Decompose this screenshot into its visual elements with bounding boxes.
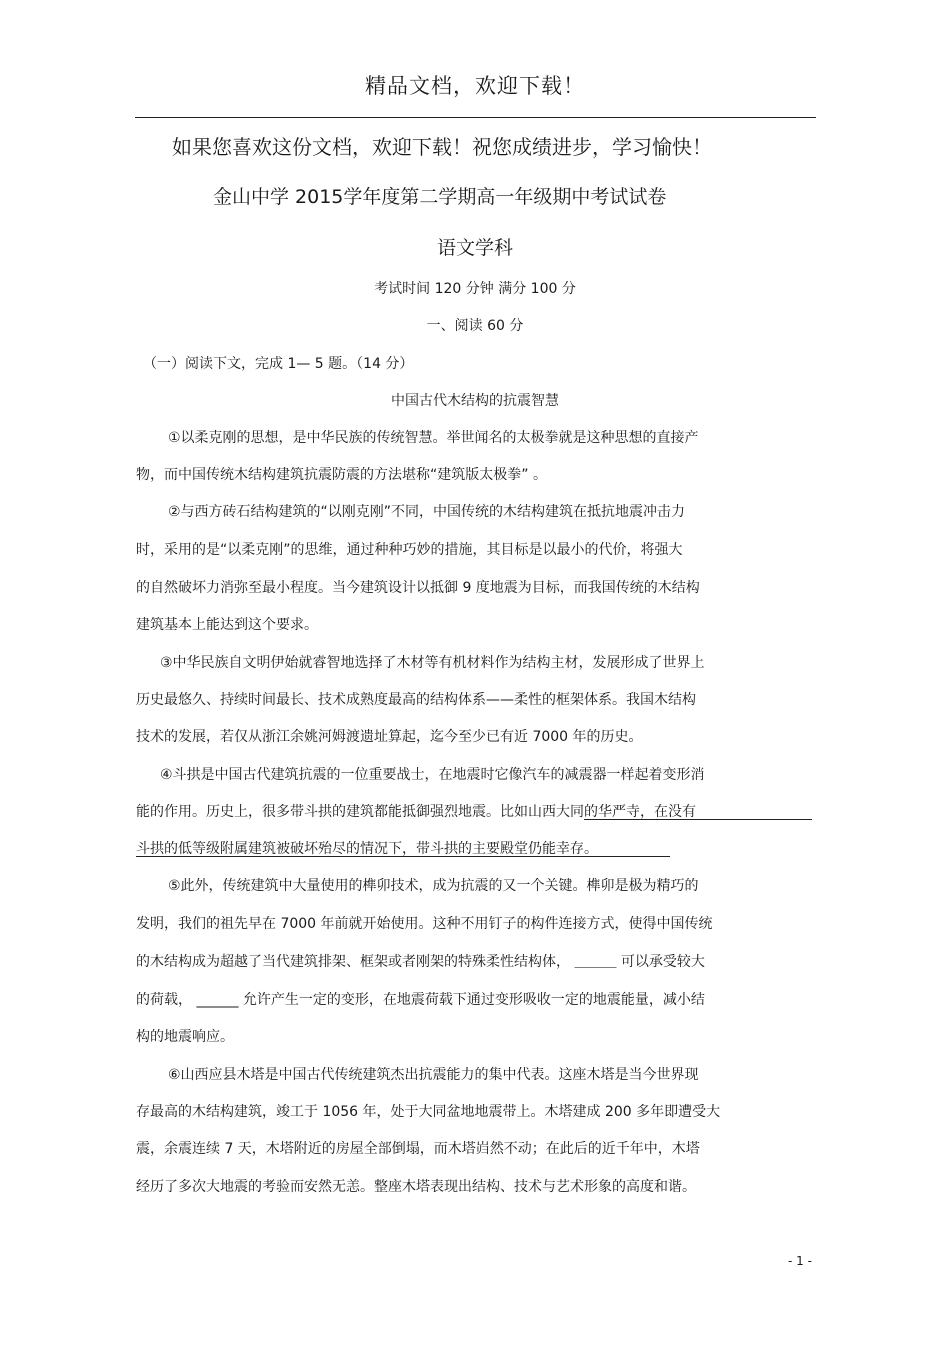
body-line: 经历了多次大地震的考验而安然无恙。整座木塔表现出结构、技术与艺术形象的高度和谐。: [136, 1179, 696, 1195]
header-rule: [135, 117, 816, 118]
body-line: ①以柔克刚的思想，是中华民族的传统智慧。举世闻名的太极拳就是这种思想的直接产: [168, 430, 699, 446]
page-number: - 1 -: [788, 1254, 812, 1268]
body-line: 物，而中国传统木结构建筑抗震防震的方法堪称“建筑版太极拳” 。: [136, 467, 547, 483]
body-line: 历史最悠久、持续时间最长、技术成熟度最高的结构体系——柔性的框架体系。我国木结构: [136, 692, 696, 708]
body-line: 构的地震响应。: [136, 1029, 234, 1045]
body-line: 建筑基本上能达到这个要求。: [136, 617, 318, 633]
exam-meta: 考试时间 120 分钟 满分 100 分: [374, 281, 576, 297]
reading-instruction: （一）阅读下文，完成 1— 5 题。（14 分）: [143, 356, 414, 372]
body-line: ③中华民族自文明伊始就睿智地选择了木材等有机材料作为结构主材，发展形成了世界上: [160, 655, 705, 671]
body-line: ④斗拱是中国古代建筑抗震的一位重要战士，在地震时它像汽车的减震器一样起着变形消: [160, 767, 705, 783]
underline-mark: [136, 856, 670, 857]
body-line: 震，余震连续 7 天，木塔附近的房屋全部倒塌，而木塔岿然不动；在此后的近千年中，木塔: [136, 1141, 700, 1157]
body-line: ②与西方砖石结构建筑的“以刚克刚”不同，中国传统的木结构建筑在抵抗地震冲击力: [168, 504, 686, 520]
body-line: 的自然破坏力消弥至最小程度。当今建筑设计以抵御 9 度地震为目标，而我国传统的木结构: [136, 580, 700, 596]
body-line: 的木结构成为超越了当代建筑排架、框架或者刚架的特殊柔性结构体， ＿＿＿ 可以承受较大: [136, 954, 705, 970]
body-line: 的荷载， ______ 允许产生一定的变形，在地震荷载下通过变形吸收一定的地震能量，减小结: [136, 992, 705, 1008]
body-line: 技术的发展，若仅从浙江余姚河姆渡遗址算起，迄今至少已有近 7000 年的历史。: [136, 729, 643, 745]
body-line: ⑥山西应县木塔是中国古代传统建筑杰出抗震能力的集中代表。这座木塔是当今世界现: [168, 1067, 699, 1083]
exam-title: 金山中学 2015学年度第二学期高一年级期中考试试卷: [213, 186, 667, 208]
underline-mark: [584, 819, 812, 820]
greeting-line: 如果您喜欢这份文档，欢迎下载！祝您成绩进步，学习愉快！: [172, 135, 712, 159]
body-line: 存最高的木结构建筑，竣工于 1056 年，处于大同盆地地震带上。木塔建成 200 多年即遭受大: [136, 1104, 721, 1120]
subject-title: 语文学科: [436, 237, 513, 259]
section-heading: 一、阅读 60 分: [426, 318, 524, 334]
body-line: 斗拱的低等级附属建筑被破坏殆尽的情况下，带斗拱的主要殿堂仍能幸存。: [136, 841, 598, 857]
body-line: 能的作用。历史上，很多带斗拱的建筑都能抵御强烈地震。比如山西大同的华严寺，在没有: [136, 804, 696, 820]
body-line: ⑤此外，传统建筑中大量使用的榫卯技术，成为抗震的又一个关键。榫卯是极为精巧的: [168, 878, 699, 894]
article-title: 中国古代木结构的抗震智慧: [391, 393, 559, 409]
body-line: 发明，我们的祖先早在 7000 年前就开始使用。这种不用钉子的构件连接方式，使得中国传统: [136, 916, 713, 932]
body-line: 时，采用的是“以柔克刚”的思维，通过种种巧妙的措施，其目标是以最小的代价，将强大: [136, 542, 683, 558]
page-header: 精品文档，欢迎下载！: [365, 74, 585, 98]
